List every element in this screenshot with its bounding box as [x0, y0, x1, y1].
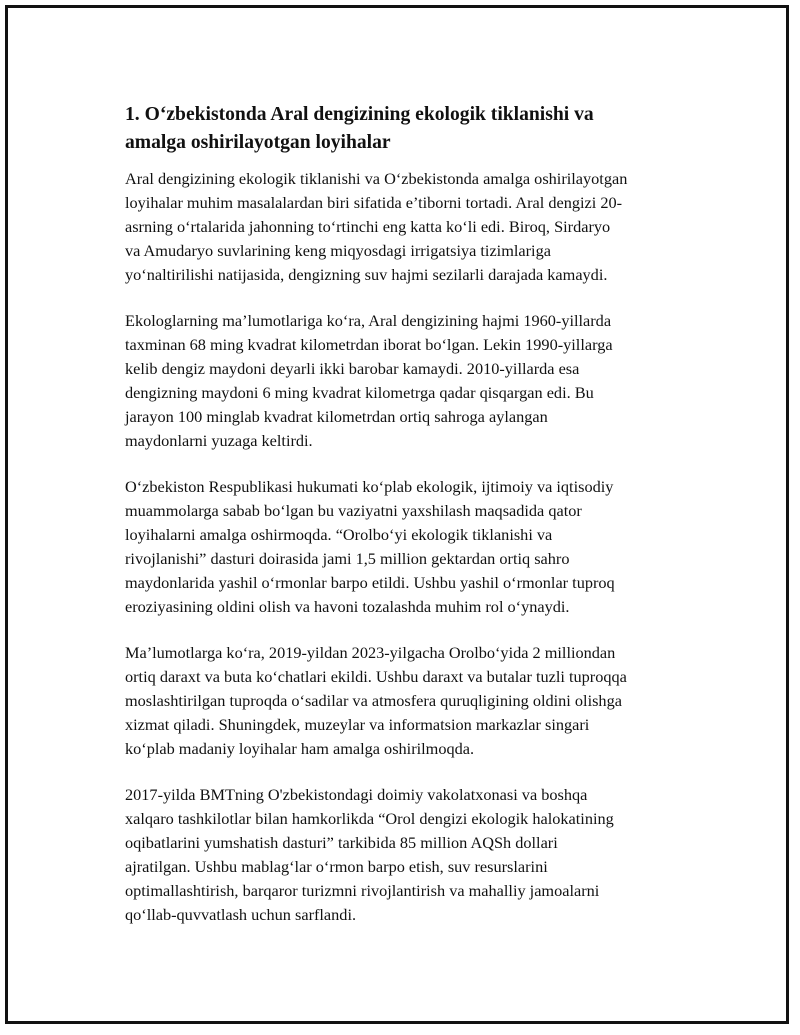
section-title-line: amalga oshirilayotgan loyihalar: [125, 132, 391, 153]
paragraph-line: ko‘plab madaniy loyihalar ham amalga oshirilmoqda.: [125, 739, 475, 758]
paragraph-line: oqibatlarini yumshatish dasturi” tarkibida 85 million AQSh dollari: [125, 833, 558, 852]
paragraph-line: ortiq daraxt va buta ko‘chatlari ekildi. Ushbu daraxt va butalar tuzli tuproqqa: [125, 667, 627, 686]
paragraph-5: [125, 783, 710, 927]
paragraph-line: eroziyasining oldini olish va havoni tozalashda muhim rol o‘ynaydi.: [125, 597, 570, 616]
paragraph-line: Ekologlarning ma’lumotlariga ko‘ra, Aral dengizining hajmi 1960-yillarda: [125, 311, 612, 330]
paragraph-line: 2017-yilda BMTning O'zbekistondagi doimiy vakolatxonasi va boshqa: [125, 785, 588, 804]
paragraph-line: Ma’lumotlarga ko‘ra, 2019-yildan 2023-yilgacha Orolbo‘yida 2 milliondan: [125, 643, 616, 662]
paragraph-line: kelib dengiz maydoni deyarli ikki barobar kamaydi. 2010-yillarda esa: [125, 359, 580, 378]
page-frame: [5, 5, 789, 1024]
paragraph-line: maydonlarni yuzaga keltirdi.: [125, 431, 313, 450]
paragraph-line: jarayon 100 minglab kvadrat kilometrdan ortiq sahroga aylangan: [125, 407, 548, 426]
paragraph-line: ajratilgan. Ushbu mablag‘lar o‘rmon barpo etish, suv resurslarini: [125, 857, 548, 876]
paragraph-line: qo‘llab-quvvatlash uchun sarflandi.: [125, 905, 357, 924]
paragraph-line: xizmat qiladi. Shuningdek, muzeylar va informatsion markazlar singari: [125, 715, 590, 734]
paragraph-3: [125, 475, 710, 619]
paragraph-line: yo‘naltirilishi natijasida, dengizning suv hajmi sezilarli darajada kamaydi.: [125, 265, 608, 284]
section-title-line: 1. O‘zbekistonda Aral dengizining ekologik tiklanishi va: [125, 104, 594, 125]
paragraph-line: moslashtirilgan tuproqda o‘sadilar va atmosfera quruqligining oldini olishga: [125, 691, 622, 710]
paragraph-line: loyihalar muhim masalalardan biri sifatida e’tiborni tortadi. Aral dengizi 20-: [125, 193, 623, 212]
paragraph-1: [125, 167, 710, 287]
document-body: [125, 101, 710, 949]
paragraph-line: asrning o‘rtalarida jahonning to‘rtinchi eng katta ko‘li edi. Biroq, Sirdaryo: [125, 217, 611, 236]
section-title: [125, 101, 710, 157]
paragraph-line: Aral dengizining ekologik tiklanishi va O‘zbekistonda amalga oshirilayotgan: [125, 169, 628, 188]
paragraph-line: optimallashtirish, barqaror turizmni rivojlantirish va mahalliy jamoalarni: [125, 881, 600, 900]
paragraph-line: O‘zbekiston Respublikasi hukumati ko‘plab ekologik, ijtimoiy va iqtisodiy: [125, 477, 614, 496]
paragraph-line: rivojlanishi” dasturi doirasida jami 1,5 million gektardan ortiq sahro: [125, 549, 570, 568]
paragraph-line: taxminan 68 ming kvadrat kilometrdan iborat bo‘lgan. Lekin 1990-yillarga: [125, 335, 613, 354]
paragraph-line: va Amudaryo suvlarining keng miqyosdagi irrigatsiya tizimlariga: [125, 241, 551, 260]
paragraph-line: muammolarga sabab bo‘lgan bu vaziyatni yaxshilash maqsadida qator: [125, 501, 582, 520]
paragraph-line: dengizning maydoni 6 ming kvadrat kilometrga qadar qisqargan edi. Bu: [125, 383, 594, 402]
paragraph-line: maydonlarida yashil o‘rmonlar barpo etildi. Ushbu yashil o‘rmonlar tuproq: [125, 573, 615, 592]
paragraph-4: [125, 641, 710, 761]
paragraph-line: xalqaro tashkilotlar bilan hamkorlikda “Orol dengizi ekologik halokatining: [125, 809, 614, 828]
paragraph-2: [125, 309, 710, 453]
paragraph-line: loyihalarni amalga oshirmoqda. “Orolbo‘yi ekologik tiklanishi va: [125, 525, 553, 544]
